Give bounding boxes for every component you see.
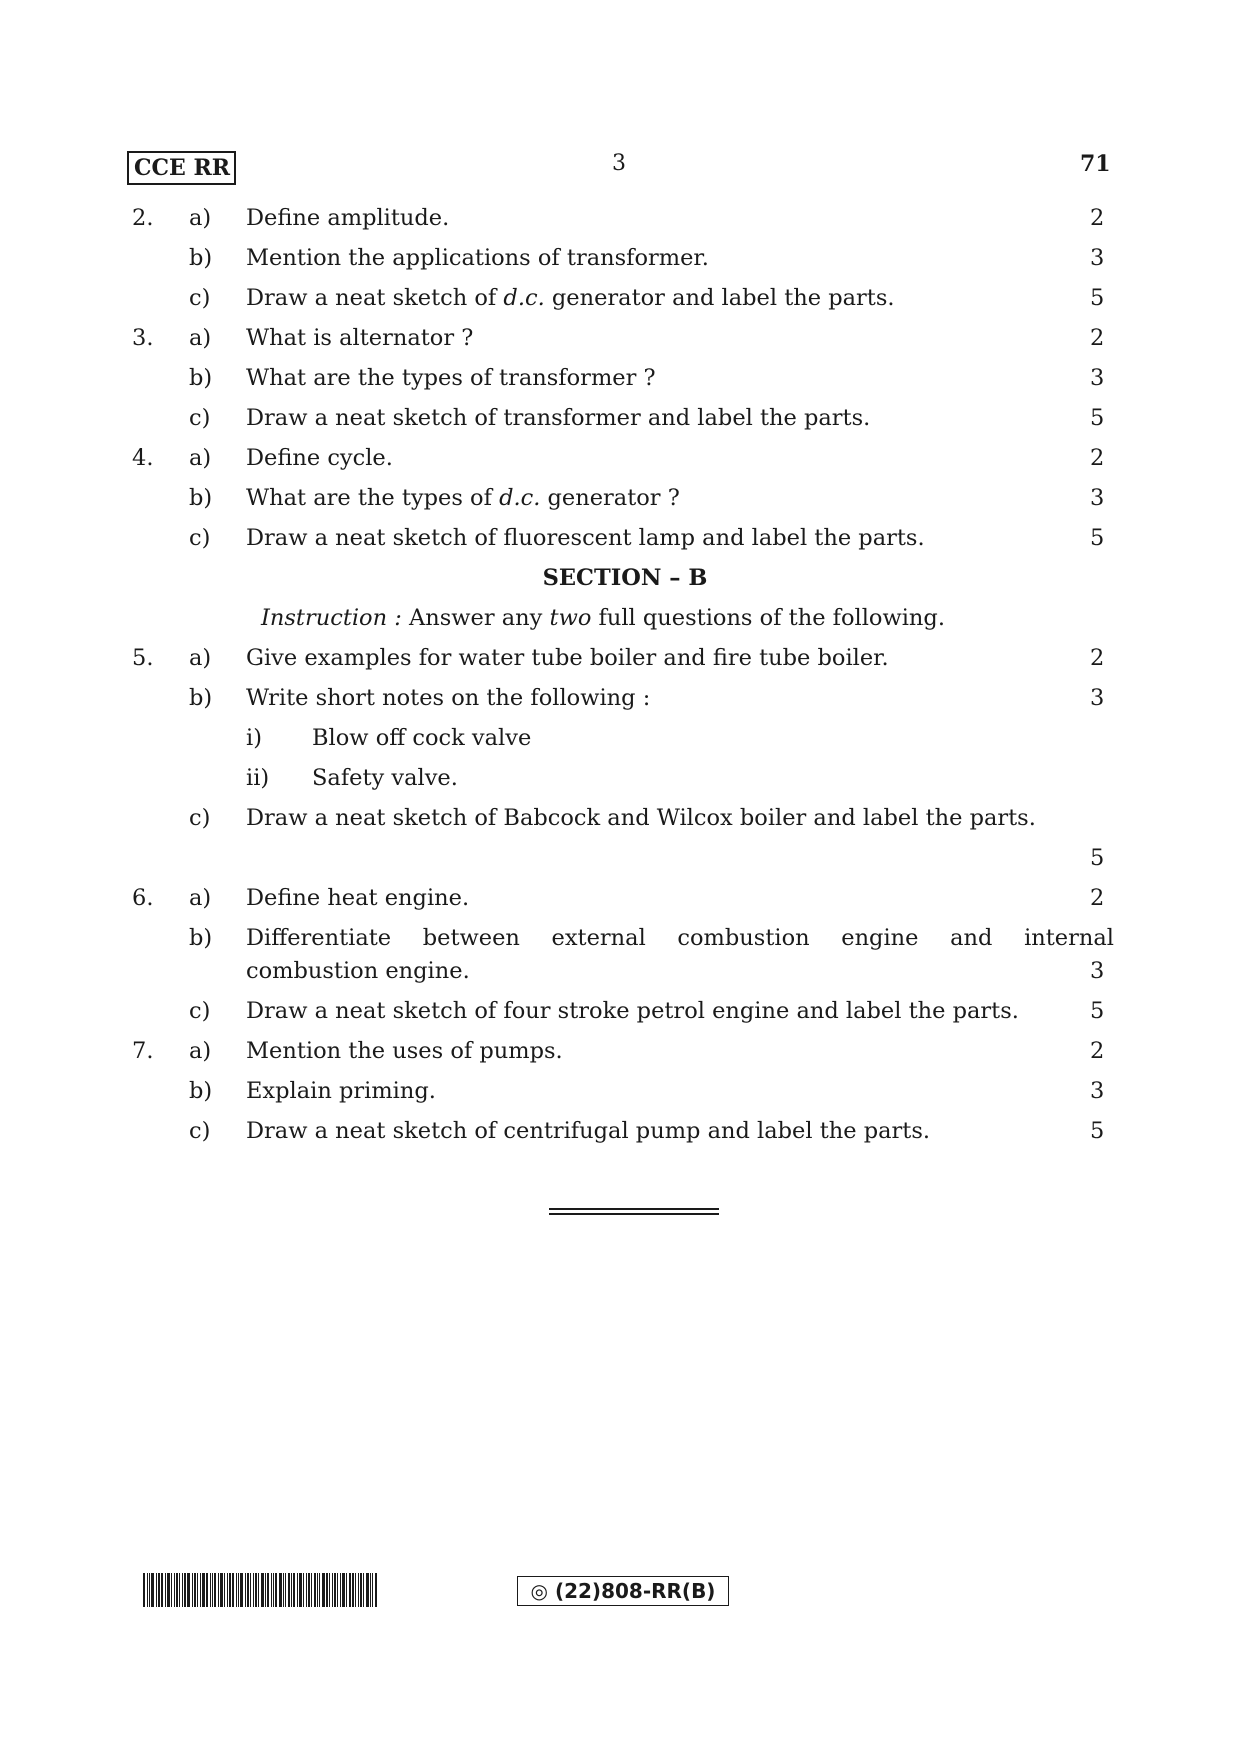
part-label: c) <box>189 405 211 431</box>
barcode-bar <box>366 1573 369 1607</box>
barcode-bar <box>151 1573 154 1607</box>
question-text <box>246 283 895 313</box>
question-text <box>246 443 393 473</box>
barcode-bar <box>360 1573 362 1607</box>
barcode-bar <box>214 1573 216 1607</box>
barcode-bar <box>192 1573 193 1607</box>
text-segment: Define amplitude. <box>246 205 450 231</box>
section-b-instruction <box>261 603 945 633</box>
barcode-bar <box>322 1573 325 1607</box>
barcode <box>143 1573 398 1607</box>
question-marks: 2 <box>1090 1038 1105 1064</box>
question-text: Draw a neat sketch of centrifugal pump and label the parts. <box>246 1118 931 1144</box>
word: and <box>950 925 993 951</box>
part-label: c) <box>189 525 211 551</box>
question-marks: 5 <box>1090 845 1105 871</box>
text-segment: Define cycle. <box>246 445 393 471</box>
question-text <box>246 523 925 553</box>
text-segment: What is alternator ? <box>246 325 474 351</box>
barcode-bar <box>311 1573 312 1607</box>
barcode-bar <box>303 1573 304 1607</box>
barcode-bar <box>267 1573 269 1607</box>
barcode-bar <box>220 1573 223 1607</box>
part-label: b) <box>189 685 213 711</box>
question-marks: 5 <box>1090 405 1105 431</box>
barcode-bar <box>161 1573 163 1607</box>
instruction-emphasis: two <box>549 605 592 631</box>
text-segment: generator and label the parts. <box>544 285 895 311</box>
barcode-bar <box>229 1573 231 1607</box>
subitem-label: ii) <box>246 765 270 791</box>
part-label: a) <box>189 885 212 911</box>
barcode-bar <box>232 1573 234 1607</box>
question-marks: 3 <box>1090 245 1105 271</box>
barcode-bar <box>171 1573 172 1607</box>
question-text: Define heat engine. <box>246 885 470 911</box>
barcode-bar <box>194 1573 196 1607</box>
barcode-bar <box>265 1573 266 1607</box>
part-label: b) <box>189 245 213 271</box>
barcode-bar <box>299 1573 302 1607</box>
question-marks: 3 <box>1090 1078 1105 1104</box>
barcode-bar <box>255 1573 257 1607</box>
barcode-bar <box>273 1573 274 1607</box>
barcode-bar <box>165 1573 166 1607</box>
part-label: c) <box>189 805 211 831</box>
barcode-bar <box>372 1573 373 1607</box>
barcode-bar <box>149 1573 150 1607</box>
barcode-bar <box>326 1573 328 1607</box>
part-label: c) <box>189 285 211 311</box>
barcode-bar <box>212 1573 213 1607</box>
barcode-bar <box>279 1573 282 1607</box>
barcode-bar <box>179 1573 180 1607</box>
question-text <box>246 403 870 433</box>
barcode-bar <box>258 1573 259 1607</box>
subitem-label: i) <box>246 725 262 751</box>
word: between <box>422 925 520 951</box>
instruction-post: full questions of the following. <box>591 605 945 631</box>
barcode-bar <box>283 1573 284 1607</box>
barcode-bar <box>245 1573 246 1607</box>
header-box-label: CCE RR <box>127 151 236 185</box>
text-segment: generator ? <box>540 485 680 511</box>
barcode-bar <box>293 1573 295 1607</box>
subitem-text: Blow off cock valve <box>312 725 532 751</box>
barcode-bar <box>147 1573 148 1607</box>
barcode-bar <box>182 1573 183 1607</box>
question-marks: 5 <box>1090 998 1105 1024</box>
part-label: c) <box>189 1118 211 1144</box>
question-number: 3. <box>132 325 154 351</box>
barcode-bar <box>156 1573 157 1607</box>
word: Differentiate <box>246 925 392 951</box>
barcode-bar <box>375 1573 377 1607</box>
end-double-rule <box>549 1208 719 1215</box>
barcode-bar <box>349 1573 351 1607</box>
question-marks: 2 <box>1090 445 1105 471</box>
barcode-bar <box>250 1573 251 1607</box>
section-b-title: SECTION – B <box>542 565 708 591</box>
italic-term: d.c. <box>503 285 545 311</box>
text-segment: What are the types of transformer ? <box>246 365 656 391</box>
barcode-bar <box>224 1573 225 1607</box>
question-marks: 3 <box>1090 485 1105 511</box>
barcode-bar <box>285 1573 286 1607</box>
question-number: 4. <box>132 445 154 471</box>
barcode-bar <box>253 1573 254 1607</box>
barcode-bar <box>143 1573 145 1607</box>
barcode-bar <box>337 1573 338 1607</box>
question-text: Mention the uses of pumps. <box>246 1038 563 1064</box>
question-marks: 3 <box>1090 365 1105 391</box>
part-label: b) <box>189 485 213 511</box>
question-marks: 2 <box>1090 205 1105 231</box>
question-text: Explain priming. <box>246 1078 436 1104</box>
instruction-label: Instruction : <box>261 605 402 631</box>
barcode-bar <box>247 1573 249 1607</box>
justified-question-line <box>246 923 1114 953</box>
barcode-bar <box>227 1573 228 1607</box>
subitem-text: Safety valve. <box>312 765 458 791</box>
barcode-bar <box>297 1573 298 1607</box>
barcode-bar <box>200 1573 201 1607</box>
barcode-bar <box>238 1573 239 1607</box>
barcode-bar <box>261 1573 264 1607</box>
barcode-bar <box>334 1573 336 1607</box>
barcode-bar <box>275 1573 277 1607</box>
question-marks: 2 <box>1090 325 1105 351</box>
word: external <box>551 925 646 951</box>
question-marks: 2 <box>1090 885 1105 911</box>
question-marks: 3 <box>1090 958 1105 984</box>
barcode-bar <box>314 1573 316 1607</box>
part-label: c) <box>189 998 211 1024</box>
barcode-bar <box>308 1573 310 1607</box>
barcode-bar <box>174 1573 175 1607</box>
question-text-continued: combustion engine. <box>246 958 470 984</box>
text-segment: What are the types of <box>246 485 500 511</box>
barcode-bar <box>218 1573 219 1607</box>
barcode-bar <box>184 1573 186 1607</box>
barcode-bar <box>352 1573 354 1607</box>
question-number: 5. <box>132 645 154 671</box>
barcode-bar <box>176 1573 178 1607</box>
question-marks: 5 <box>1090 285 1105 311</box>
barcode-bar <box>358 1573 359 1607</box>
text-segment: Draw a neat sketch of transformer and label the parts. <box>246 405 871 431</box>
barcode-bar <box>197 1573 198 1607</box>
word: internal <box>1024 925 1114 951</box>
part-label: a) <box>189 205 212 231</box>
barcode-bar <box>210 1573 211 1607</box>
word: combustion <box>677 925 810 951</box>
barcode-bar <box>355 1573 356 1607</box>
barcode-bar <box>370 1573 371 1607</box>
part-label: b) <box>189 1078 213 1104</box>
question-marks: 5 <box>1090 525 1105 551</box>
barcode-bar <box>167 1573 170 1607</box>
text-segment: Mention the applications of transformer. <box>246 245 709 271</box>
italic-term: d.c. <box>499 485 541 511</box>
instruction-pre: Answer any <box>401 605 550 631</box>
barcode-bar <box>340 1573 341 1607</box>
question-text <box>246 363 656 393</box>
text-segment: Draw a neat sketch of fluorescent lamp and label the parts. <box>246 525 925 551</box>
question-text: Write short notes on the following : <box>246 685 651 711</box>
barcode-bar <box>329 1573 330 1607</box>
part-label: a) <box>189 645 212 671</box>
question-text <box>246 203 449 233</box>
barcode-bar <box>236 1573 237 1607</box>
barcode-bar <box>187 1573 190 1607</box>
question-text: Give examples for water tube boiler and fire tube boiler. <box>246 645 889 671</box>
paper-code: 71 <box>1080 151 1111 177</box>
barcode-bar <box>319 1573 320 1607</box>
page-number: 3 <box>612 151 626 176</box>
question-text <box>246 243 709 273</box>
question-text <box>246 483 680 513</box>
barcode-bar <box>240 1573 243 1607</box>
question-text: Draw a neat sketch of Babcock and Wilcox boiler and label the parts. <box>246 805 1036 831</box>
barcode-bar <box>206 1573 208 1607</box>
part-label: a) <box>189 445 212 471</box>
question-number: 2. <box>132 205 154 231</box>
barcode-bar <box>306 1573 307 1607</box>
question-marks: 2 <box>1090 645 1105 671</box>
question-marks: 3 <box>1090 685 1105 711</box>
barcode-bar <box>202 1573 205 1607</box>
barcode-bar <box>363 1573 364 1607</box>
barcode-bar <box>342 1573 345 1607</box>
footer-paper-code: ◎ (22)808-RR(B) <box>517 1576 729 1606</box>
question-number: 7. <box>132 1038 154 1064</box>
question-text <box>246 323 473 353</box>
part-label: b) <box>189 365 213 391</box>
barcode-bar <box>288 1573 290 1607</box>
question-marks: 5 <box>1090 1118 1105 1144</box>
part-label: a) <box>189 325 212 351</box>
barcode-bar <box>332 1573 333 1607</box>
barcode-bar <box>317 1573 318 1607</box>
barcode-bar <box>291 1573 292 1607</box>
word: engine <box>841 925 919 951</box>
part-label: a) <box>189 1038 212 1064</box>
text-segment: Draw a neat sketch of <box>246 285 504 311</box>
barcode-bar <box>271 1573 272 1607</box>
question-number: 6. <box>132 885 154 911</box>
question-text: Draw a neat sketch of four stroke petrol engine and label the parts. <box>246 998 1019 1024</box>
barcode-bar <box>158 1573 160 1607</box>
part-label: b) <box>189 925 213 951</box>
barcode-bar <box>346 1573 347 1607</box>
